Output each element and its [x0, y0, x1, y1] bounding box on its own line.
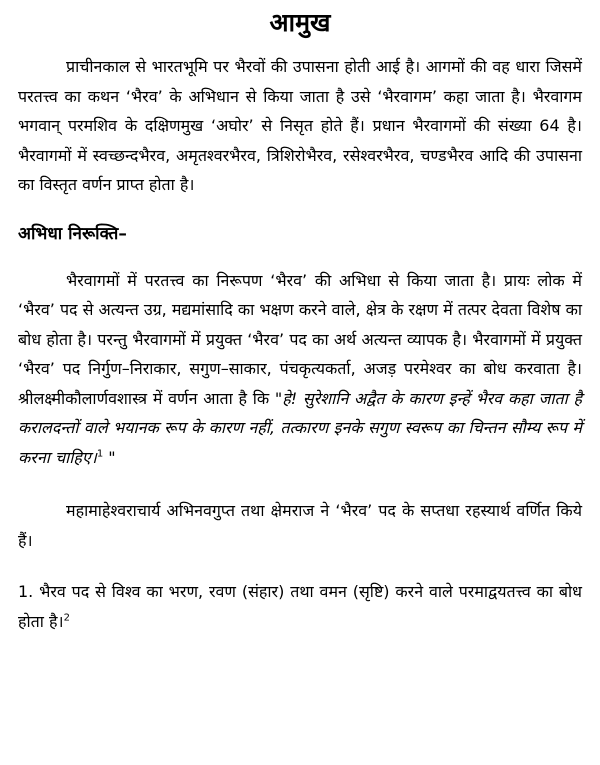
list-item — [18, 577, 582, 636]
section-body-text: भैरवागमों में परतत्त्व का निरूपण ‘भैरव’ की अभिधा से किया जाता है। प्रायः लोक में ‘भैरव’ पद से अत्यन्त उग्र, मद्यमांसादि का भक्षण करने वाले, क्षेत्र के रक्षण में तत्पर देवता विशेष का बोध होता है। परन्तु भैरवागमों में प्रयुक्त ‘भैरव’ पद का अर्थ अत्यन्त व्यापक है। भैरवागमों में प्रयुक्त ‘भैरव’ पद निर्गुण–निराकार, सगुण–साकार, पंचकृत्यकर्ता, अजड़ परमेश्वर का बोध करवाता है। श्रीलक्ष्मीकौलार्णवशास्त्र में वर्णन आता है कि — [18, 270, 582, 408]
quote-close-mark: " — [108, 447, 116, 467]
list-item-footnote-marker: 2 — [63, 612, 70, 624]
intro-paragraph: प्राचीनकाल से भारतभूमि पर भैरवों की उपासना होती आई है। आगमों की वह धारा जिसमें परतत्त्व का कथन ‘भैरव’ के अभिधान से किया जाता है उसे ‘भैरवागम’ कहा जाता है। भैरवागम भगवान् परमशिव के दक्षिणमुख ‘अघोर’ से निसृत होते हैं। प्रधान भैरवागमों की संख्या 64 है। भैरवागमों में स्वच्छन्दभैरव, अमृतश्वरभैरव, त्रिशिरोभैरव, रसेश्वरभैरव, चण्डभैरव आदि की उपासना का विस्तृत वर्णन प्राप्त होता है। — [18, 57, 582, 194]
quote-text: "हे! सुरेशानि अद्वैत के कारण इन्हें भैरव कहा जाता है करालदन्तों वाले भयानक रूप के कारण नहीं, तत्कारण इनके सगुण स्वरूप का चिन्तन सौम्य रूप में करना चाहिए। — [18, 388, 582, 467]
page-title: आमुख — [269, 8, 331, 37]
section-paragraph — [18, 266, 582, 473]
quote-footnote-marker: 1 — [96, 448, 104, 460]
list-item-text: 1. भैरव पद से विश्व का भरण, रवण (संहार) तथा वमन (सृष्टि) करने वाले परमाद्वयतत्त्व का बोध होता है। — [18, 582, 582, 631]
saptadha-paragraph: महामाहेश्वराचार्य अभिनवगुप्त तथा क्षेमराज ने ‘भैरव’ पद के सप्तधा रहस्यार्थ वर्णित किये हैं। — [18, 501, 582, 550]
section-heading: अभिधा निरूक्ति– — [18, 223, 127, 244]
